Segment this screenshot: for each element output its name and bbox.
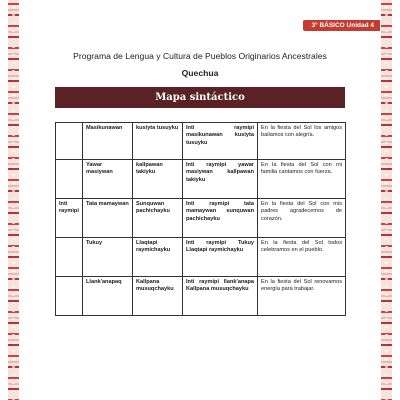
table-row	[56, 277, 346, 316]
unit-badge: 3° BÁSICO Unidad 4	[303, 20, 380, 31]
verb-cell: Sunquwan pachichayku	[133, 199, 183, 238]
quechua-sentence-cell: Inti raymipi llank'anapa Kallpana musuqchayku	[183, 277, 258, 316]
quechua-sentence-cell: Inti raymipi yawar masiywan kallpawan takiyku	[183, 160, 258, 199]
spanish-translation-cell: En la fiesta del Sol todos celebramos en el pueblo.	[258, 238, 346, 277]
subject-cell	[56, 238, 83, 277]
spanish-translation-cell: En la fiesta del Sol renovamos energía para trabajar.	[258, 277, 346, 316]
subject-cell	[56, 160, 83, 199]
verb-cell: kallpawan takiyku	[133, 160, 183, 199]
program-title: Programa de Lengua y Cultura de Pueblos Originarios Ancestrales	[73, 51, 327, 61]
spanish-translation-cell: En la fiesta del Sol con mi familia cantamos con fuerza.	[258, 160, 346, 199]
companion-cell: Yawar masiywan	[83, 160, 133, 199]
spanish-translation-cell: En la fiesta del Sol los amigos bailamos con alegría.	[258, 123, 346, 160]
table-row	[56, 238, 346, 277]
companion-cell: Masikunawan	[83, 123, 133, 160]
table-row	[56, 123, 346, 160]
companion-cell: Tata mamaywan	[83, 199, 133, 238]
verb-cell: kusiyta tusuyku	[133, 123, 183, 160]
quechua-sentence-cell: Inti raymipi Tukuy Llaqtapi raymichayku	[183, 238, 258, 277]
spanish-translation-cell: En la fiesta del Sol con mis padres agradecemos de corazón.	[258, 199, 346, 238]
subject-cell	[56, 123, 83, 160]
subject-cell: Inti raymipi	[56, 199, 83, 238]
table-row	[56, 160, 346, 199]
companion-cell: Llank'anapaq	[83, 277, 133, 316]
syntax-map-table	[55, 122, 346, 316]
quechua-sentence-cell: Inti raymipi tata mamaywan sunquwan pachichayku	[183, 199, 258, 238]
companion-cell: Tukuy	[83, 238, 133, 277]
verb-cell: Kallpana musuqchayku	[133, 277, 183, 316]
language-title: Quechua	[181, 68, 219, 78]
subject-cell	[56, 277, 83, 316]
quechua-sentence-cell: Inti raymipi masikunawan kusiyta tusuyku	[183, 123, 258, 160]
verb-cell: Llaqtapi raymichayku	[133, 238, 183, 277]
table-row	[56, 199, 346, 238]
section-banner: Mapa sintáctico	[55, 87, 345, 108]
